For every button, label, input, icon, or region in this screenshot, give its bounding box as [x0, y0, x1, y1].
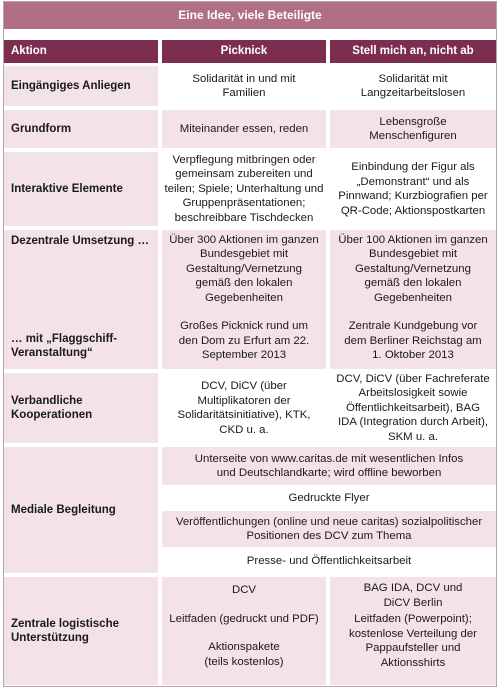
- row-label-flaggschiff: … mit „Flaggschiff-Veranstaltung“: [11, 332, 118, 359]
- cell-medial-item-1: Unterseite von www.caritas.de mit wesentlichen Infos und Deutschlandkarte; wird offline beworben: [162, 447, 496, 485]
- row-label-dezentral: Dezentrale Umsetzung …: [11, 235, 150, 247]
- logistik-picknick-line-3: Aktionspakete (teils kostenlos): [204, 641, 284, 668]
- cell-flaggschiff-stell: Zentrale Kundgebung vor dem Berliner Reichstag am 1. Oktober 2013: [344, 320, 482, 362]
- cell-anliegen-picknick: Solidarität in und mit Familien: [162, 66, 326, 106]
- cell-kooperationen-picknick: DCV, DiCV (über Multiplikatoren der Solidaritätsinitiative), KTK, CKD u. a.: [162, 373, 326, 443]
- cell-dezentral-stell: Über 100 Aktionen im ganzen Bundesgebiet mit Gestaltung/Vernetzung gemäß den lokalen Gegebenheiten: [338, 233, 488, 304]
- cell-medial-item-3: Veröffentlichungen (online und neue caritas) sozialpolitischer Positionen des DCV zum Thema: [162, 511, 496, 547]
- row-label-medial: Mediale Begleitung: [4, 447, 158, 573]
- header-picknick: Picknick: [162, 40, 326, 63]
- cell-grundform-stell: Lebensgroße Menschenfiguren: [330, 110, 496, 148]
- cell-anliegen-stell: Solidarität mit Langzeitarbeitslosen: [330, 66, 496, 106]
- logistik-stell-line-1: BAG IDA, DCV und DiCV Berlin: [363, 582, 463, 609]
- row-label-anliegen: Eingängiges Anliegen: [4, 66, 158, 106]
- row-label-grundform: Grundform: [4, 110, 158, 148]
- row-label-logistik: Zentrale logistische Unterstützung: [4, 577, 158, 685]
- header-aktion: Aktion: [4, 40, 158, 63]
- row-label-interaktiv: Interaktive Elemente: [4, 152, 158, 226]
- cell-logistik-picknick: [162, 577, 326, 685]
- cell-flaggschiff-picknick: Großes Picknick rund um den Dom zu Erfurt am 22. September 2013: [178, 320, 310, 362]
- table-title: Eine Idee, viele Beteiligte: [4, 2, 496, 29]
- cell-interaktiv-stell: Einbindung der Figur als „Demonstrant“ und als Pinnwand; Kurzbiografien per QR-Code; Aktionspostkarten: [330, 152, 496, 226]
- row-label-kooperationen: Verbandliche Kooperationen: [4, 373, 158, 443]
- header-stell-mich-an: Stell mich an, nicht ab: [330, 40, 496, 63]
- cell-kooperationen-stell: DCV, DiCV (über Fachreferate Arbeitslosigkeit sowie Öffentlichkeitsarbeit), BAG IDA (Integration durch Arbeit), SKM u. a.: [330, 373, 496, 443]
- logistik-picknick-line-2: Leitfaden (gedruckt und PDF): [169, 612, 319, 625]
- logistik-picknick-line-1: DCV: [231, 584, 257, 596]
- logistik-stell-line-2: Leitfaden (Powerpoint); kostenlose Verteilung der Pappaufsteller und Aktionsshirts: [349, 613, 477, 669]
- cell-grundform-picknick: Miteinander essen, reden: [162, 110, 326, 148]
- cell-medial-item-2: Gedruckte Flyer: [162, 489, 496, 507]
- cell-interaktiv-picknick: Verpflegung mitbringen oder gemeinsam zubereiten und teilen; Spiele; Unterhaltung und Gruppenpräsentationen; beschreibbare Tischdecken: [162, 152, 326, 226]
- cell-dezentral-picknick: Über 300 Aktionen im ganzen Bundesgebiet mit Gestaltung/Vernetzung gemäß den lokalen Gegebenheiten: [169, 233, 319, 304]
- cell-logistik-stell: [330, 577, 496, 685]
- cell-medial-item-4: Presse- und Öffentlichkeitsarbeit: [162, 551, 496, 571]
